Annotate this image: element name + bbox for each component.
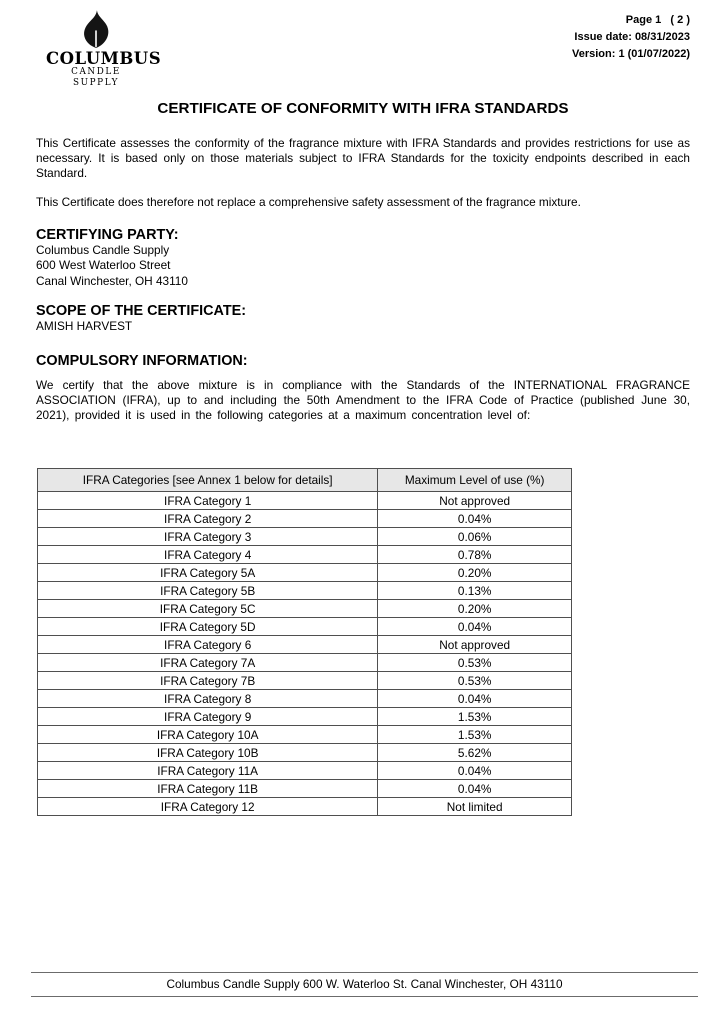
flame-icon: [80, 10, 112, 49]
max-level-cell: Not limited: [378, 798, 572, 816]
table-row: [38, 780, 572, 798]
category-cell: IFRA Category 5A: [38, 564, 378, 582]
table-row: [38, 762, 572, 780]
max-level-cell: 0.20%: [378, 600, 572, 618]
max-level-cell: 0.04%: [378, 690, 572, 708]
page-number: Page 1 ( 2 ): [625, 14, 690, 26]
logo-company-subtitle: CANDLE SUPPLY: [71, 67, 121, 88]
table-header-row: [38, 469, 572, 492]
table-row: [38, 600, 572, 618]
max-level-cell: 5.62%: [378, 744, 572, 762]
ifra-categories-table: [37, 468, 572, 816]
category-cell: IFRA Category 11B: [38, 780, 378, 798]
table-row: [38, 564, 572, 582]
footer-address: Columbus Candle Supply 600 W. Waterloo St. Canal Winchester, OH 43110: [31, 972, 698, 997]
table-row: [38, 690, 572, 708]
logo-company-name: COLUMBUS: [46, 49, 162, 68]
category-cell: IFRA Category 5C: [38, 600, 378, 618]
certifying-party-heading: CERTIFYING PARTY:: [36, 227, 179, 243]
max-level-cell: 0.53%: [378, 672, 572, 690]
certifying-party-city: Canal Winchester, OH 43110: [36, 273, 188, 288]
table-row: [38, 726, 572, 744]
document-body: [0, 100, 724, 816]
max-level-cell: 0.04%: [378, 780, 572, 798]
table-row: [38, 510, 572, 528]
category-cell: IFRA Category 9: [38, 708, 378, 726]
max-level-cell: 0.13%: [378, 582, 572, 600]
max-level-cell: 0.04%: [378, 618, 572, 636]
category-cell: IFRA Category 4: [38, 546, 378, 564]
category-cell: IFRA Category 5D: [38, 618, 378, 636]
intro-paragraph-2: This Certificate does therefore not replace a comprehensive safety assessment of the fragrance mixture.: [36, 195, 581, 209]
max-level-cell: 0.06%: [378, 528, 572, 546]
table-row: [38, 492, 572, 510]
compulsory-information-heading: COMPULSORY INFORMATION:: [36, 353, 248, 370]
compulsory-paragraph: We certify that the above mixture is in compliance with the Standards of the INTERNATIONAL FRAGRANCE ASSOCIATION (IFRA), up to and including the 50th Amendment to the IFRA Code of Practice (published June 30, 2021), provided it is used in the following categories at a maximum concentration level of:: [36, 378, 690, 423]
category-cell: IFRA Category 11A: [38, 762, 378, 780]
table-row: [38, 672, 572, 690]
category-cell: IFRA Category 8: [38, 690, 378, 708]
category-cell: IFRA Category 5B: [38, 582, 378, 600]
intro-paragraph-1: This Certificate assesses the conformity of the fragrance mixture with IFRA Standards and provides restrictions for use as necessary. It is based only on those materials subject to IFRA Standards for the toxicity endpoints described in each Standard.: [36, 136, 690, 180]
table-row: [38, 618, 572, 636]
category-cell: IFRA Category 1: [38, 492, 378, 510]
column-header-categories: IFRA Categories [see Annex 1 below for details]: [38, 469, 378, 492]
table-row: [38, 582, 572, 600]
table-row: [38, 528, 572, 546]
category-cell: IFRA Category 6: [38, 636, 378, 654]
category-cell: IFRA Category 3: [38, 528, 378, 546]
max-level-cell: 0.20%: [378, 564, 572, 582]
column-header-max-level: Maximum Level of use (%): [378, 469, 572, 492]
table-row: [38, 636, 572, 654]
max-level-cell: 0.78%: [378, 546, 572, 564]
certifying-party-street: 600 West Waterloo Street: [36, 258, 171, 273]
document-meta: [572, 12, 690, 63]
category-cell: IFRA Category 10B: [38, 744, 378, 762]
category-cell: IFRA Category 2: [38, 510, 378, 528]
table-row: [38, 546, 572, 564]
table-row: [38, 654, 572, 672]
issue-date: Issue date: 08/31/2023: [574, 31, 690, 43]
max-level-cell: 0.04%: [378, 762, 572, 780]
category-cell: IFRA Category 7A: [38, 654, 378, 672]
table-row: [38, 744, 572, 762]
category-cell: IFRA Category 10A: [38, 726, 378, 744]
category-cell: IFRA Category 12: [38, 798, 378, 816]
max-level-cell: 1.53%: [378, 708, 572, 726]
table-row: [38, 798, 572, 816]
version: Version: 1 (01/07/2022): [571, 48, 690, 60]
max-level-cell: 0.53%: [378, 654, 572, 672]
max-level-cell: 0.04%: [378, 510, 572, 528]
category-cell: IFRA Category 7B: [38, 672, 378, 690]
max-level-cell: Not approved: [378, 636, 572, 654]
max-level-cell: 1.53%: [378, 726, 572, 744]
scope-heading: SCOPE OF THE CERTIFICATE:: [36, 303, 246, 320]
document-title: CERTIFICATE OF CONFORMITY WITH IFRA STANDARDS: [157, 100, 569, 117]
fragrance-name: AMISH HARVEST: [36, 319, 133, 334]
max-level-cell: Not approved: [378, 492, 572, 510]
certifying-party-name: Columbus Candle Supply: [36, 243, 170, 257]
table-body: [38, 492, 572, 816]
company-logo: [46, 10, 162, 89]
table-row: [38, 708, 572, 726]
